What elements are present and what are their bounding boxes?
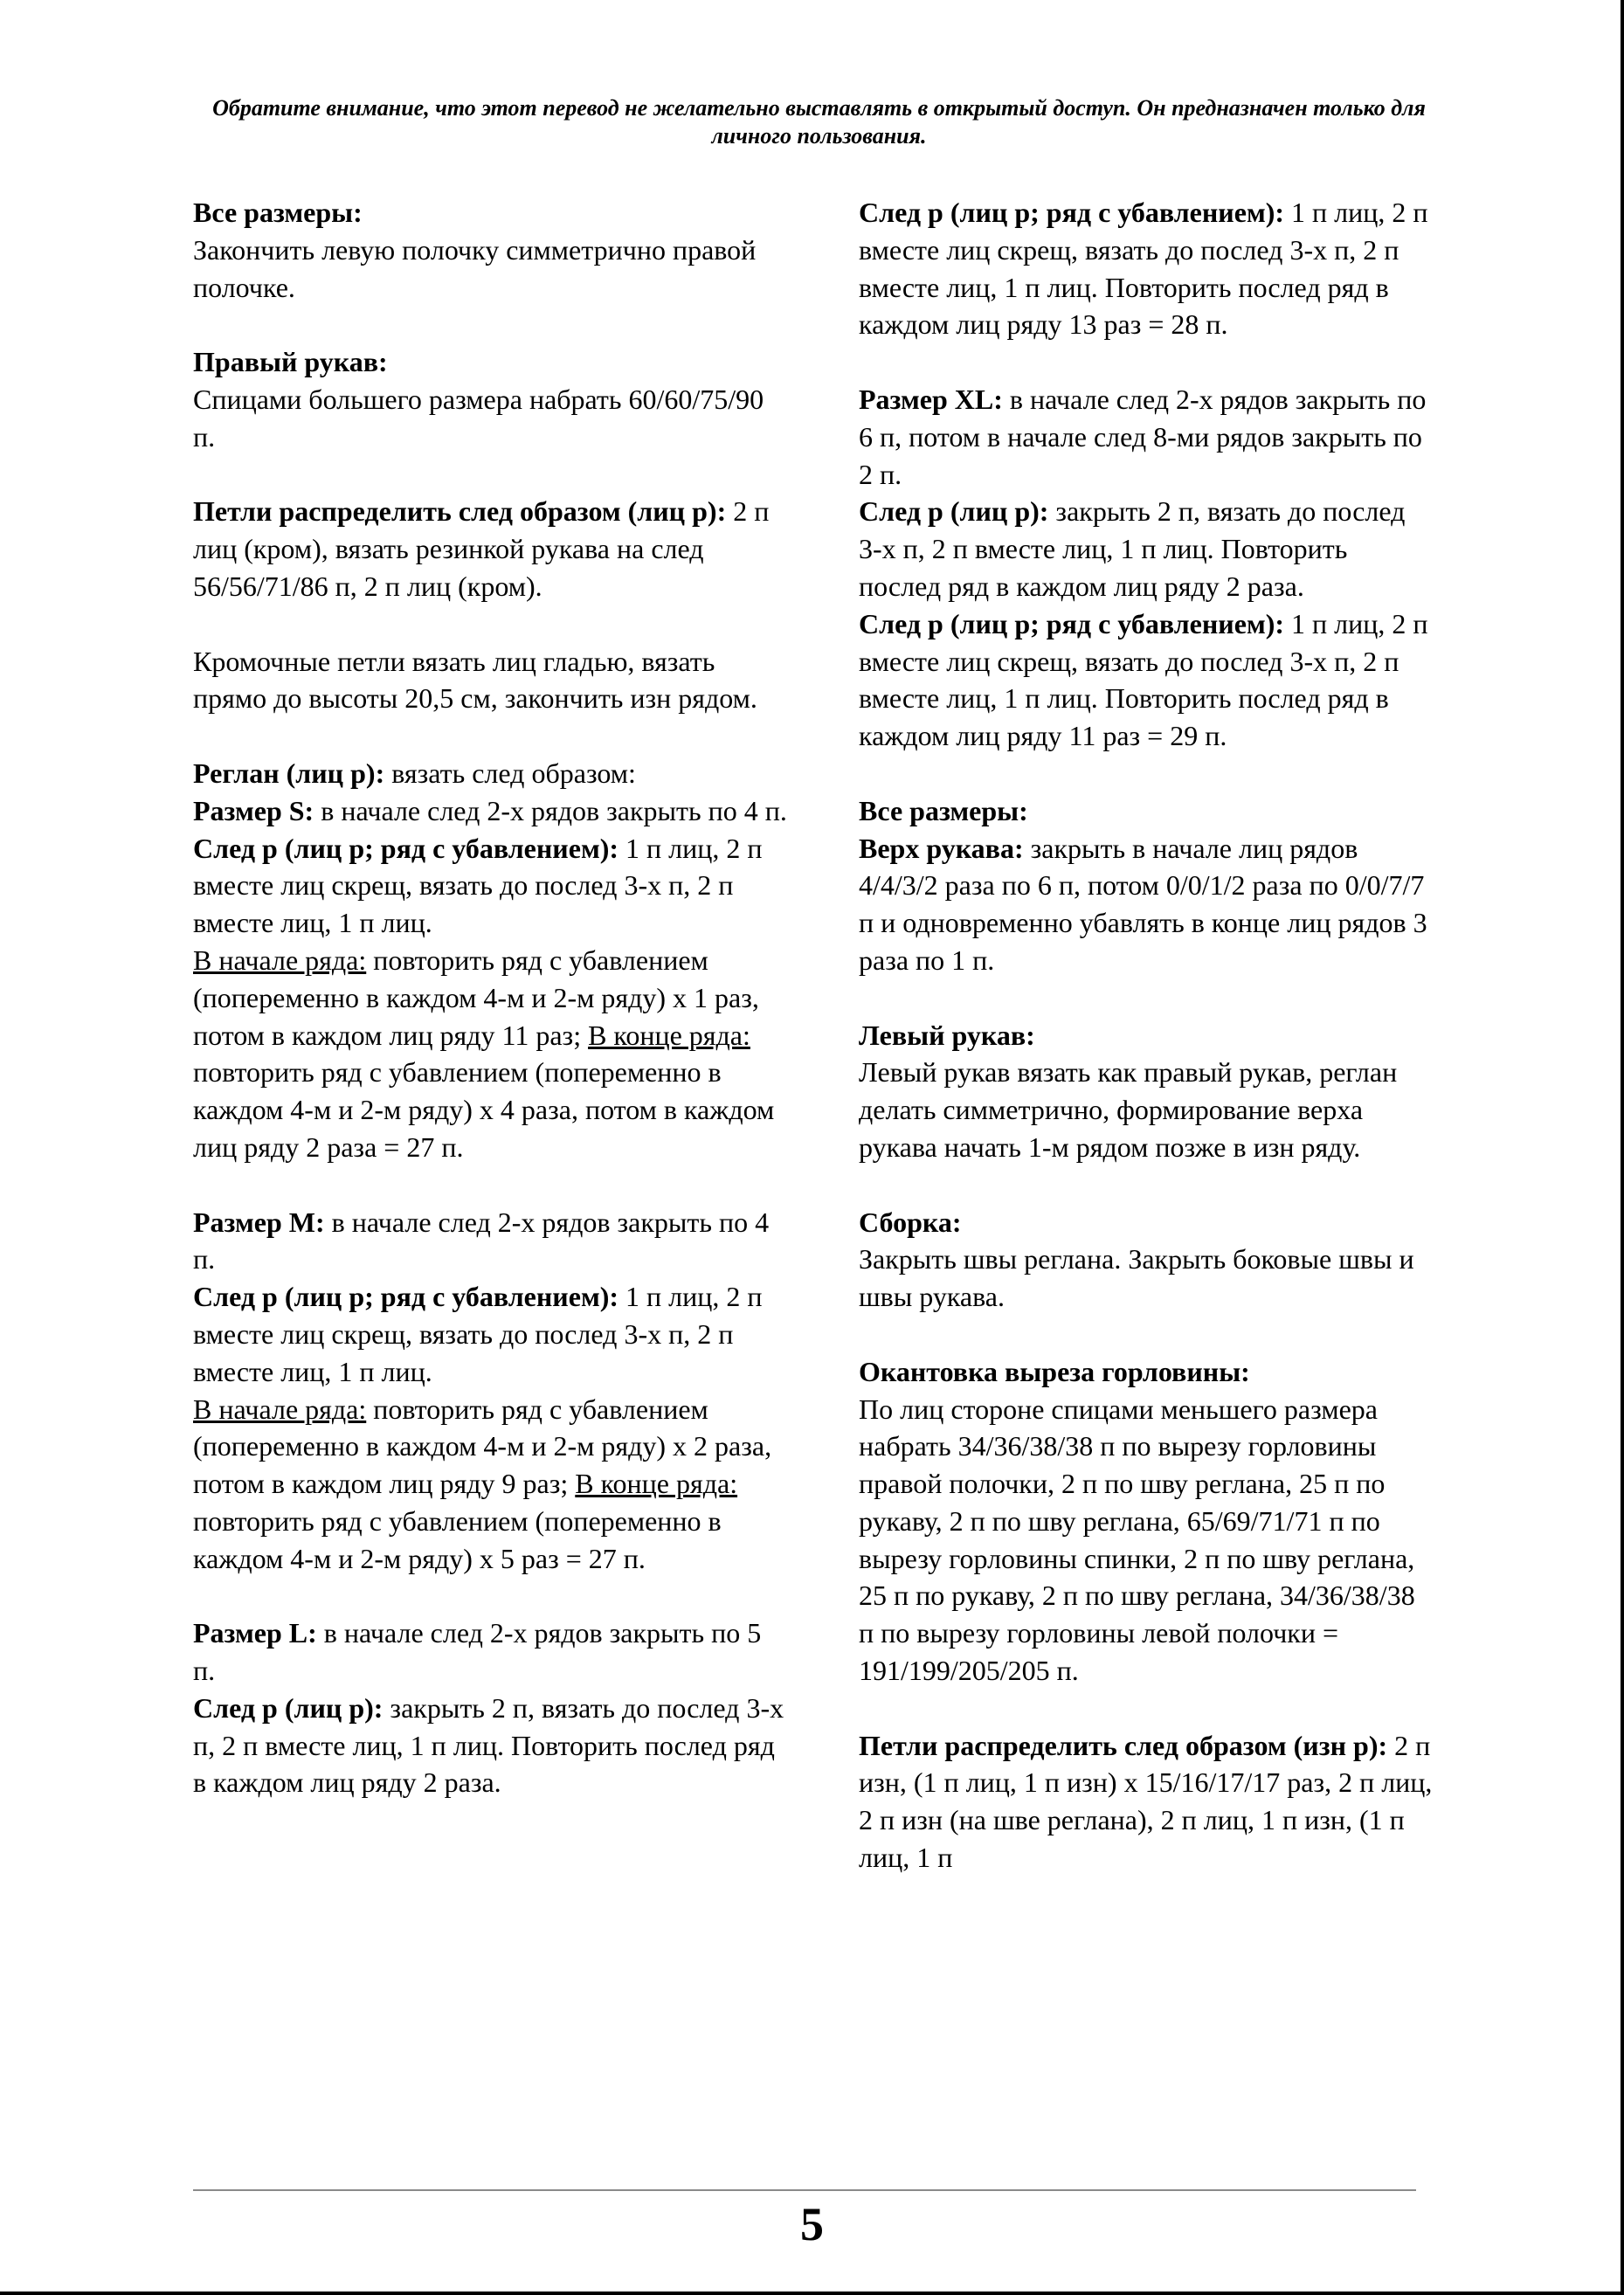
size-s-heading: Размер S: xyxy=(193,794,314,826)
section-text: Левый рукав вязать как правый рукав, реглан делать симметрично, формирование верха рукава начать 1-м рядом позже в изн ряду. xyxy=(859,1056,1398,1163)
next-row-heading: След р (лиц р; ряд с убавлением): xyxy=(193,1281,619,1313)
size-l-continued-section xyxy=(859,194,1435,343)
next-row-heading: След р (лиц р): xyxy=(859,495,1049,528)
size-xl-section xyxy=(859,381,1435,755)
all-sizes-section xyxy=(193,194,787,306)
next-row-text: 1 п лиц, 2 п вместе лиц скрещ, вязать до послед 3-х п, 2 п вместе лиц, 1 п лиц. xyxy=(193,832,763,939)
sleeve-top-heading: Верх рукава: xyxy=(859,832,1024,864)
section-heading: Сборка: xyxy=(859,1206,962,1238)
row-start-text: повторить ряд с убавлением (попеременно в каждом 4-м и 2-м ряду) х 1 раз, потом в каждом лиц ряду 11 раз; xyxy=(193,944,759,1051)
section-text: 2 п изн, (1 п лиц, 1 п изн) х 15/16/17/17 раз, 2 п лиц, 2 п изн (на шве реглана), 2 п лиц, 1 п изн, (1 п лиц, 1 п xyxy=(859,1729,1433,1874)
section-text: Закончить левую полочку симметрично правой полочке. xyxy=(193,233,757,303)
section-text: 2 п лиц (кром), вязать резинкой рукава на след 56/56/71/86 п, 2 п лиц (кром). xyxy=(193,495,770,602)
edge-stitches-paragraph: Кромочные петли вязать лиц гладью, вязать прямо до высоты 20,5 см, закончить изн рядом. xyxy=(193,645,757,715)
right-column xyxy=(859,194,1435,1914)
assembly-section xyxy=(859,1204,1435,1316)
decrease-row-text: 1 п лиц, 2 п вместе лиц скрещ, вязать до послед 3-х п, 2 п вместе лиц, 1 п лиц. Повторить послед ряд в каждом лиц ряду 11 раз = 29 п. xyxy=(859,607,1428,752)
section-heading: Реглан (лиц р): xyxy=(193,757,385,789)
section-heading: След р (лиц р; ряд с убавлением): xyxy=(859,197,1285,228)
distribute-stitches-section xyxy=(193,493,787,605)
section-heading: Петли распределить след образом (изн р): xyxy=(859,1729,1388,1761)
section-text: вязать след образом: xyxy=(384,757,636,789)
raglan-section xyxy=(193,755,787,1166)
size-l-text: в начале след 2-х рядов закрыть по 5 п. xyxy=(193,1617,762,1687)
section-heading: Правый рукав: xyxy=(193,346,388,378)
right-sleeve-section xyxy=(193,343,787,455)
row-start-text: повторить ряд с убавлением (попеременно в каждом 4-м и 2-м ряду) х 2 раза, потом в каждом лиц ряду 9 раз; xyxy=(193,1393,772,1500)
section-text: По лиц стороне спицами меньшего размера набрать 34/36/38/38 п по вырезу горловины правой полочки, 2 п по шву реглана, 25 п по рукаву, 2 п по шву реглана, 65/69/71/71 п по вырезу горловины спинки, 2 п по шву реглана, 25 п по рукаву, 2 п по шву реглана, 34/36/38/38 п по вырезу горловины левой полочки = 191/199/205/205 п. xyxy=(859,1393,1415,1687)
row-end-text: повторить ряд с убавлением (попеременно в каждом 4-м и 2-м ряду) х 4 раза, потом в каждом лиц ряду 2 раза = 27 п. xyxy=(193,1056,775,1163)
next-row-heading: След р (лиц р): xyxy=(193,1691,384,1724)
next-row-heading: След р (лиц р; ряд с убавлением): xyxy=(193,832,619,864)
next-row-text: 1 п лиц, 2 п вместе лиц скрещ, вязать до послед 3-х п, 2 п вместе лиц, 1 п лиц. xyxy=(193,1281,763,1387)
distribute-stitches-section xyxy=(859,1727,1435,1877)
size-xl-heading: Размер XL: xyxy=(859,383,1003,415)
sleeve-top-text: закрыть в начале лиц рядов 4/4/3/2 раза по 6 п, потом 0/0/1/2 раза по 0/0/7/7 п и одновременно убавлять в конце лиц рядов 3 раза по 1 п. xyxy=(859,832,1427,976)
section-text: Спицами большего размера набрать 60/60/75/90 п. xyxy=(193,383,764,453)
copyright-notice: Обратите внимание, что этот перевод не желательно выставлять в открытый доступ. Он предназначен только для личного пользования. xyxy=(212,95,1426,149)
row-end-label: В конце ряда: xyxy=(588,1019,750,1051)
section-heading: Петли распределить след образом (лиц р): xyxy=(193,495,727,528)
next-row-text: закрыть 2 п, вязать до послед 3-х п, 2 п вместе лиц, 1 п лиц. Повторить послед ряд в каждом лиц ряду 2 раза. xyxy=(859,495,1406,602)
size-l-heading: Размер L: xyxy=(193,1617,317,1649)
size-m-heading: Размер M: xyxy=(193,1206,325,1238)
page-number: 5 xyxy=(800,2198,824,2250)
next-row-text: закрыть 2 п, вязать до послед 3-х п, 2 п вместе лиц, 1 п лиц. Повторить послед ряд в каждом лиц ряду 2 раза. xyxy=(193,1691,784,1799)
row-end-label: В конце ряда: xyxy=(575,1468,738,1500)
decrease-row-heading: След р (лиц р; ряд с убавлением): xyxy=(859,607,1285,639)
size-xl-text: в начале след 2-х рядов закрыть по 6 п, потом в начале след 8-ми рядов закрыть по 2 п. xyxy=(859,383,1427,490)
size-m-section xyxy=(193,1204,787,1578)
neckband-section xyxy=(859,1353,1435,1690)
row-start-label: В начале ряда: xyxy=(193,944,367,976)
section-heading: Окантовка выреза горловины: xyxy=(859,1355,1250,1387)
size-s-text: в начале след 2-х рядов закрыть по 4 п. xyxy=(314,794,787,826)
left-sleeve-section xyxy=(859,1017,1435,1166)
section-text: Закрыть швы реглана. Закрыть боковые швы и швы рукава. xyxy=(859,1243,1414,1313)
row-start-label: В начале ряда: xyxy=(193,1393,367,1425)
size-l-section xyxy=(193,1614,787,1801)
all-sizes-section xyxy=(859,792,1435,979)
section-heading: Все размеры: xyxy=(859,794,1028,826)
row-end-text: повторить ряд с убавлением (попеременно в каждом 4-м и 2-м ряду) х 5 раз = 27 п. xyxy=(193,1504,722,1574)
section-heading: Левый рукав: xyxy=(859,1019,1035,1051)
section-heading: Все размеры: xyxy=(193,197,363,228)
left-column xyxy=(193,194,787,1839)
section-text: 1 п лиц, 2 п вместе лиц скрещ, вязать до послед 3-х п, 2 п вместе лиц, 1 п лиц. Повторить послед ряд в каждом лиц ряду 13 раз = 28 п. xyxy=(859,197,1428,341)
size-m-text: в начале след 2-х рядов закрыть по 4 п. xyxy=(193,1206,770,1275)
